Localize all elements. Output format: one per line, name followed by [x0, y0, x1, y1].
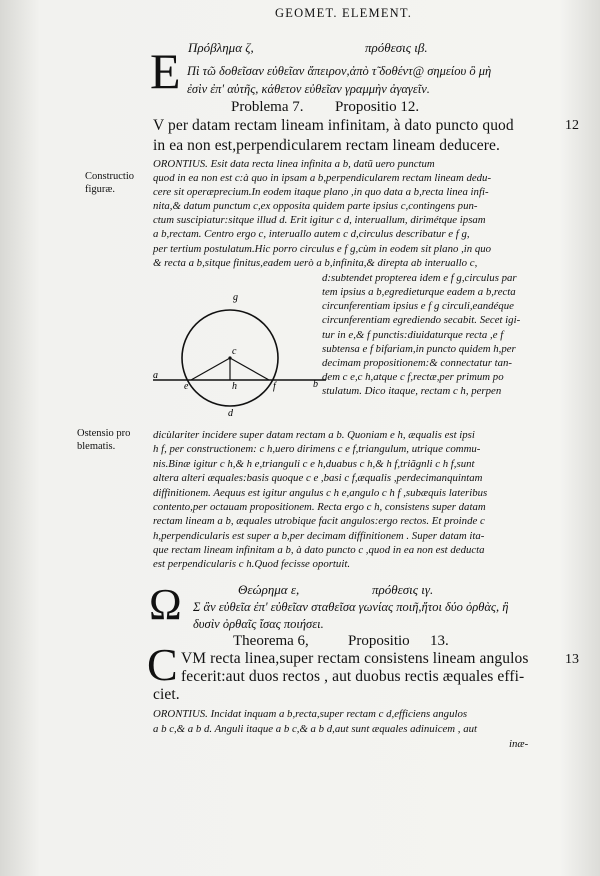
drop-initial-omega: Ω — [149, 580, 182, 629]
line-cf — [230, 358, 269, 380]
body-line-right: subtensa e f bifariam,in puncto quidem h,per — [322, 343, 516, 355]
body-line-right: stulatum. Dico itaque, rectam c h, perpen — [322, 385, 502, 397]
greek-problem-title: Πρόβλημα ζ, — [188, 40, 254, 55]
body-line-right: tem ipsius a b,egredieturque eadem a b,recta — [322, 286, 516, 298]
theorem-enunciation-line-3: ciet. — [153, 686, 180, 703]
greek-theorem-prop: πρόθεσις ιγ. — [372, 582, 434, 597]
body-line: a b,rectam. Centro ergo c, interuallo autem c d,circulus describatur e f g, — [153, 228, 470, 240]
latin-problem-title: Problema 7. — [231, 99, 304, 115]
latin-theorem-title: Theorema 6, — [233, 633, 309, 649]
greek-enunciation-line-2: ἐσὶν ἐπ' αὐτῆς, κάθετον εὐθεῖαν γραμμὴν ἀγαγεῖν. — [187, 82, 430, 96]
side-note-construction-1: Constructio — [85, 171, 134, 182]
body-line: cere sit operæprecium.In eodem itaque plano ,in quo data a b,recta linea infi- — [153, 186, 489, 198]
body-line: h,perpendicularis est super a b,per decimam diffinitionem . Super datam ita- — [153, 530, 485, 542]
enunciation-line-2: in ea non est,perpendicularem rectam lineam deducere. — [153, 137, 500, 154]
body-line: nis.Binæ igitur c h,& h e,trianguli c e h,duabus c h,& h f,triãgnli c h f,sunt — [153, 458, 475, 470]
greek-theorem-line-1: Σ ἂν εὐθεῖα ἐπ' εὐθεῖαν σταθεῖσα γωνίας ποιῆ,ἤτοι δύο ὀρθὰς, ἢ — [193, 600, 509, 614]
body-line: nita,& datum punctum c,ex opposita quidem parte ipsius c,contingens pun- — [153, 200, 478, 212]
margin-number-13: 13 — [565, 652, 579, 667]
body-line: contento,per octauam propositionem. Recta ergo c h, consistens super datam — [153, 501, 486, 513]
greek-theorem-title: Θεώρημα ε, — [238, 582, 300, 597]
body-line: dicùlariter incidere super datam rectam a b. Quoniam e h, æqualis est ipsi — [153, 429, 475, 441]
body-line-right: circunferentiam egrediendo secabit. Secet igi- — [322, 314, 521, 326]
running-header: GEOMET. ELEMENT. — [275, 6, 413, 20]
body-line: est perpendicularis c h.Quod fecisse oportuit. — [153, 558, 351, 570]
label-a: a — [153, 370, 158, 381]
body-line: per tertium postulatum.Hic porro circulus e f g,cùm in eodem sit plano ,in quo — [153, 243, 492, 255]
body-line: quod in ea non est c:à quo in ipsam a b,perpendicularem rectam lineam dedu- — [153, 172, 492, 184]
greek-problem-prop: πρόθεσις ιβ. — [365, 40, 428, 55]
body-line: rectam lineam a b, æquales utrobique facit angulos:ergo rectos. Et proinde c — [153, 515, 485, 527]
greek-enunciation-line-1: Πὶ τῶ δοθεῖσαν εὐθεῖαν ἄπειρον,ἀπὸ τ̃ δοθέντ@ σημείου ὃ μὴ — [187, 64, 492, 78]
line-ce — [191, 358, 230, 380]
greek-theorem-line-2: δυσὶν ὀρθαῖς ἴσας ποιήσει. — [193, 617, 324, 631]
latin-theorem-prop-num: 13. — [430, 633, 449, 649]
body-line: ORONTIUS. Esit data recta linea infinita a b, datũ uero punctum — [153, 158, 435, 170]
label-g: g — [233, 292, 238, 303]
body-line: altera alteri æquales:basis quoque c e ,basi c f,æqualis ,perdecimanquintam — [153, 472, 483, 484]
drop-initial-e: E — [150, 43, 181, 99]
theorem-body-line: a b c,& a b d. Anguli itaque a b c,& a b d,aut sunt æquales adinuicem , aut — [153, 723, 477, 735]
body-line-right: circunferentiam ipsius e f g circuli,eandéque — [322, 300, 514, 312]
body-line: que rectam lineam infinitam a b, à dato puncto c ,quod in ea non est deducta — [153, 544, 485, 556]
theorem-body-line: ORONTIUS. Incidat inquam a b,recta,super rectam c d,efficiens angulos — [153, 708, 468, 720]
enunciation-line-1: V per datam rectam lineam infinitam, à dato puncto quod — [153, 117, 514, 134]
side-note-ostension-1: Ostensio pro — [77, 428, 131, 439]
label-d: d — [228, 408, 233, 418]
side-note-ostension-2: blematis. — [77, 441, 116, 452]
label-b: b — [313, 379, 318, 390]
body-line: & recta a b,sitque finitus,eadem uerò a b,infinita,& direpta ab interuallo c, — [153, 257, 478, 269]
body-line: h f, per constructionem: c h,uero dirimens c e f,triangulum, utrique commu- — [153, 443, 481, 455]
latin-theorem-prop: Propositio — [348, 633, 410, 649]
label-h: h — [232, 381, 237, 392]
body-line-right: dem c e,c h,atque c f,rectæ,per primum po — [322, 371, 504, 383]
label-e: e — [184, 381, 189, 392]
label-f: f — [273, 381, 276, 392]
body-line-right: decimam propositionem:& connectatur tan- — [322, 357, 513, 369]
body-line-right: d:subtendet propterea idem e f g,circulus par — [322, 272, 517, 284]
latin-problem-prop: Propositio 12. — [335, 99, 420, 115]
body-line: diffinitionem. Aequus est igitur angulus c h e,angulo c h f ,subæquis lateribus — [153, 487, 488, 499]
drop-initial-c: C — [147, 639, 178, 690]
side-note-construction-2: figuræ. — [85, 184, 116, 195]
geometry-diagram — [148, 288, 328, 418]
theorem-enunciation-line-1: VM recta linea,super rectam consistens lineam angulos — [181, 650, 529, 667]
label-c: c — [232, 346, 237, 357]
body-line: ctum suscipiatur:sitque illud d. Erit igitur c d, interuallum, dirimétque ipsam — [153, 214, 486, 226]
theorem-enunciation-line-2: fecerit:aut duos rectos , aut duobus rectis æquales effi- — [181, 668, 525, 685]
body-line-right: tur in e,& f punctis:diuidaturque recta ,e f — [322, 329, 504, 341]
margin-number-12: 12 — [565, 118, 579, 133]
catchword: inæ- — [509, 738, 529, 750]
